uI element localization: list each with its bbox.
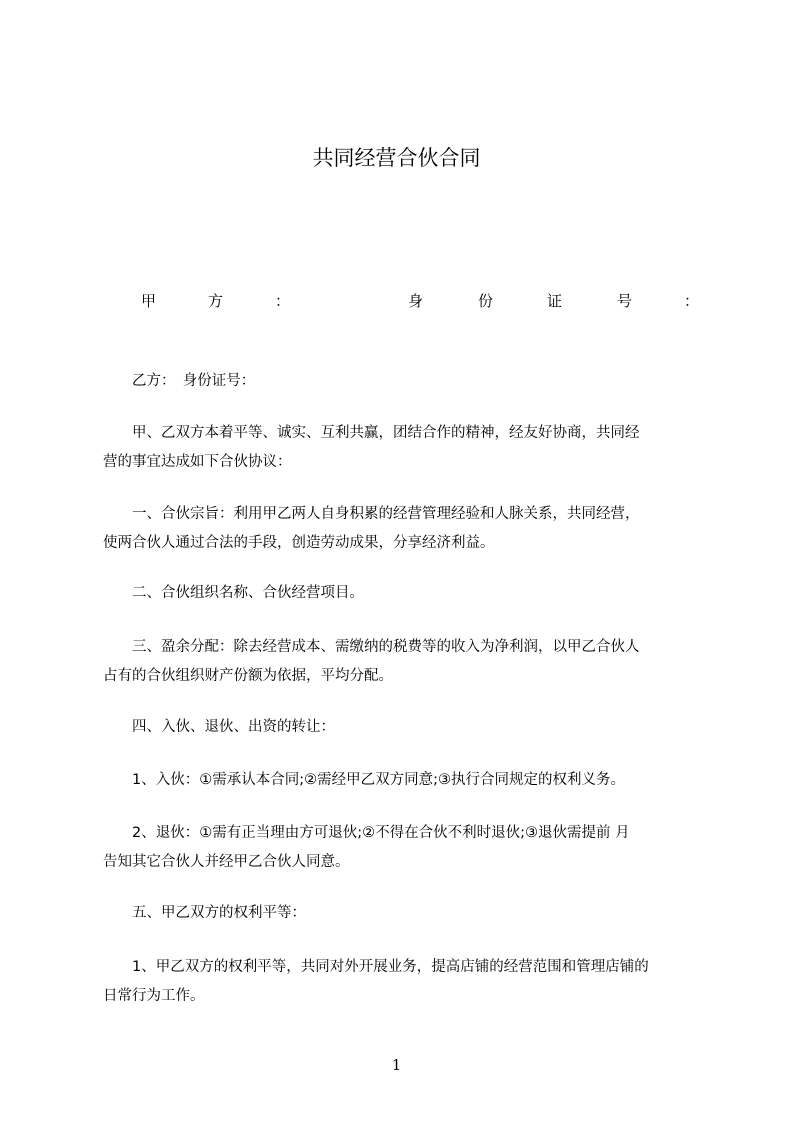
text-line: 1、入伙：①需承认本合同;②需经甲乙双方同意;③执行合同规定的权利义务。 xyxy=(103,772,625,788)
text-line: 乙方： 身份证号： xyxy=(103,373,256,389)
text-line: 使两合伙人通过合法的手段，创造劳动成果，分享经济利益。 xyxy=(103,535,495,551)
text-line: 三、盈余分配：除去经营成本、需缴纳的税费等的收入为净利润，以甲乙合伙人 xyxy=(103,639,640,655)
text-line: 一、合伙宗旨：利用甲乙两人自身积累的经营管理经验和人脉关系，共同经营， xyxy=(103,506,640,522)
paragraph-article-3 xyxy=(103,633,715,691)
document-title: 共同经营合伙合同 xyxy=(312,146,481,170)
text-line: 告知其它合伙人并经甲乙合伙人同意。 xyxy=(103,854,350,870)
id-number-char: ： xyxy=(684,292,700,310)
paragraph-party-b xyxy=(103,367,715,396)
paragraph-article-2 xyxy=(103,579,715,608)
text-line: 四、入伙、退伙、出资的转让： xyxy=(103,719,335,735)
paragraph-article-5 xyxy=(103,899,715,928)
text-line: 营的事宜达成如下合伙协议： xyxy=(103,454,292,470)
id-number-char: 份 xyxy=(478,292,494,310)
paragraph-article-5-1 xyxy=(103,953,715,1011)
text-line: 五、甲乙双方的权利平等： xyxy=(103,905,306,921)
party-a-line xyxy=(0,290,793,312)
paragraph-article-4-1 xyxy=(103,766,715,795)
paragraph-article-1 xyxy=(103,500,715,558)
text-line: 1、甲乙双方的权利平等，共同对外开展业务，提高店铺的经营范围和管理店铺的 xyxy=(103,959,649,975)
text-line: 甲、乙双方本着平等、诚实、互利共赢，团结合作的精神，经友好协商，共同经 xyxy=(103,425,640,441)
paragraph-article-4-2 xyxy=(103,819,715,877)
text-line: 日常行为工作。 xyxy=(103,988,205,1004)
text-line: 二、合伙组织名称、合伙经营项目。 xyxy=(103,585,364,601)
party-a-char: 甲 xyxy=(141,292,157,310)
id-number-char: 证 xyxy=(547,292,563,310)
party-a-char: 方 xyxy=(208,292,224,310)
paragraph-article-4 xyxy=(103,713,715,742)
id-number-char: 号 xyxy=(617,292,633,310)
text-line: 占有的合伙组织财产份额为依据，平均分配。 xyxy=(103,668,393,684)
paragraph-intro xyxy=(103,419,715,477)
id-number-char: 身 xyxy=(408,292,424,310)
page-number: 1 xyxy=(391,1056,402,1074)
party-a-char: ： xyxy=(275,292,291,310)
text-line: 2、退伙：①需有正当理由方可退伙;②不得在合伙不利时退伙;③退伙需提前 月 xyxy=(103,825,630,841)
